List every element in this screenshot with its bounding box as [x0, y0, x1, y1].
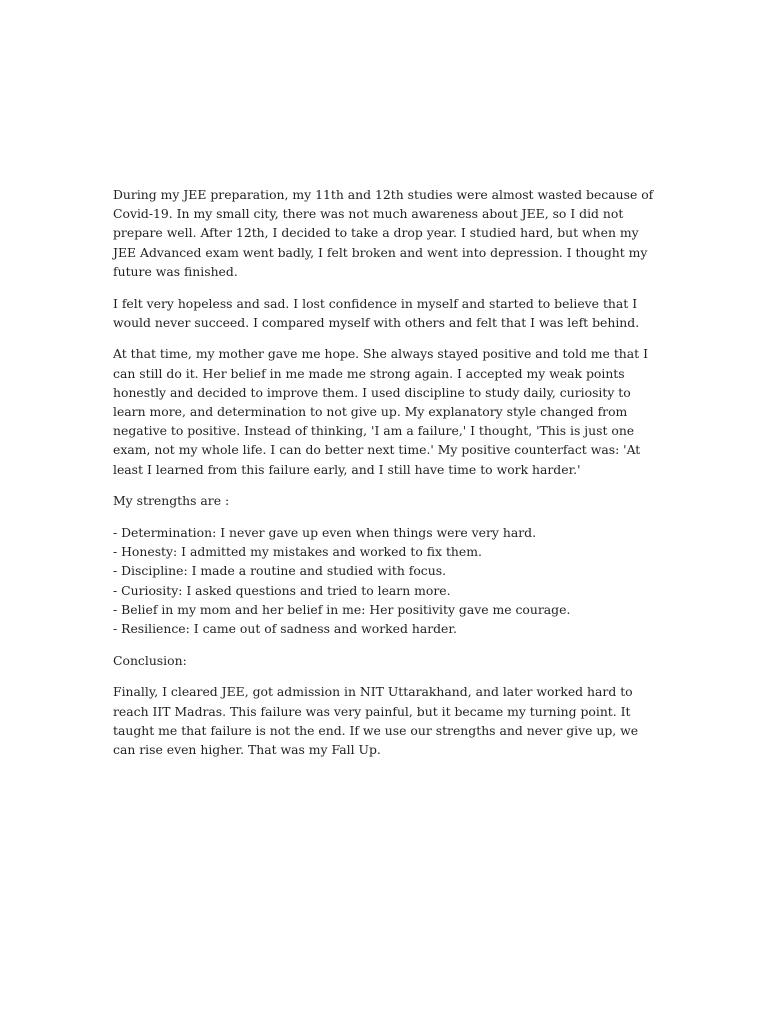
strengths-list — [113, 523, 658, 638]
strength-item: - Curiosity: I asked questions and tried to learn more. — [113, 582, 451, 598]
paragraph-hopeless: I felt very hopeless and sad. I lost confidence in myself and started to believe that I would never succeed. I compared myself with others and felt that I was left behind. — [113, 295, 640, 330]
paragraph-conclusion: Finally, I cleared JEE, got admission in NIT Uttarakhand, and later worked hard to reach IIT Madras. This failure was very painful, but it became my turning point. It taught me that failure is not the end. If we use our strengths and never give up, we can rise even higher. That was my Fall Up. — [113, 684, 639, 758]
strength-item: - Honesty: I admitted my mistakes and worked to fix them. — [113, 544, 482, 560]
strengths-heading: My strengths are : — [113, 493, 230, 509]
strength-item: - Resilience: I came out of sadness and worked harder. — [113, 621, 457, 637]
document-body — [113, 185, 658, 772]
strength-item: - Discipline: I made a routine and studied with focus. — [113, 563, 447, 579]
conclusion-heading: Conclusion: — [113, 652, 187, 668]
strength-item: - Belief in my mom and her belief in me: Her positivity gave me courage. — [113, 601, 571, 617]
paragraph-mother-hope: At that time, my mother gave me hope. She always stayed positive and told me that I can still do it. Her belief in me made me strong again. I accepted my weak points honestly and decided to improve them. I used discipline to study daily, curiosity to learn more, and determination to not give up. My explanatory style changed from negative to positive. Instead of thinking, 'I am a failure,' I thought, 'This is just one exam, not my whole life. I can do better next time.' My positive counterfact was: 'At least I learned from this failure early, and I still have time to work harder.' — [113, 346, 648, 477]
strength-item: - Determination: I never gave up even when things were very hard. — [113, 525, 537, 541]
paragraph-intro: During my JEE preparation, my 11th and 12th studies were almost wasted because of Covid-19. In my small city, there was not much awareness about JEE, so I did not prepare well. After 12th, I decided to take a drop year. I studied hard, but when my JEE Advanced exam went badly, I felt broken and went into depression. I thought my future was finished. — [113, 187, 654, 279]
